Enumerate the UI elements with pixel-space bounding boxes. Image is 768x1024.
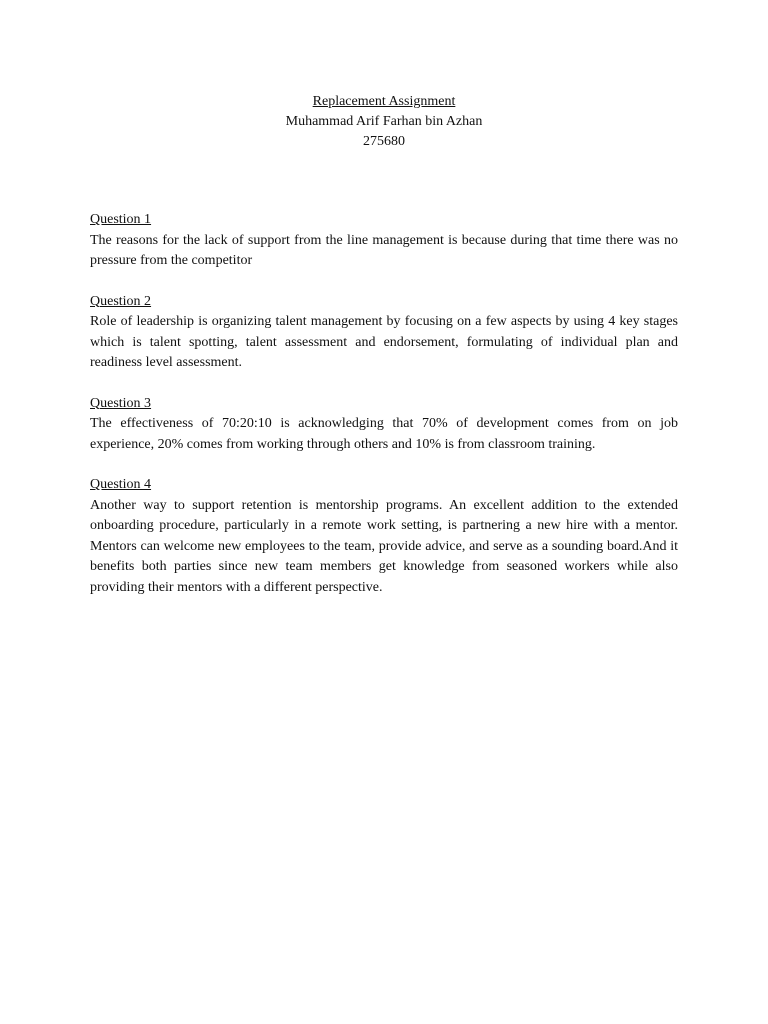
- question-section-4: [90, 475, 678, 598]
- document-header: [90, 92, 678, 152]
- answer-text: Role of leadership is organizing talent management by focusing on a few aspects by using 4 key stages which is talent spotting, talent assessment and endorsement, formulating of individual plan and readiness level assessment.: [90, 314, 678, 370]
- answer-text: The effectiveness of 70:20:10 is acknowledging that 70% of development comes from on job experience, 20% comes from working through others and 10% is from classroom training.: [90, 416, 678, 452]
- question-heading: Question 4: [90, 477, 152, 492]
- document-body: [90, 210, 678, 598]
- answer-text: Another way to support retention is mentorship programs. An excellent addition to the extended onboarding procedure, particularly in a remote work setting, is partnering a new hire with a mentor. Mentors can welcome new employees to the team, provide advice, and serve as a sounding board.And it benefits both parties since new team members get knowledge from seasoned workers while also providing their mentors with a different perspective.: [90, 497, 678, 595]
- question-section-3: [90, 394, 678, 456]
- question-heading: Question 2: [90, 293, 152, 309]
- author-name: Muhammad Arif Farhan bin Azhan: [285, 114, 483, 129]
- question-section-2: [90, 292, 678, 374]
- document-title: Replacement Assignment: [312, 94, 456, 109]
- question-section-1: [90, 210, 678, 272]
- answer-text: The reasons for the lack of support from the line management is because during that time there was no pressure from the competitor: [90, 232, 678, 268]
- question-heading: Question 1: [90, 212, 152, 227]
- question-heading: Question 3: [90, 395, 152, 411]
- student-id: 275680: [363, 134, 405, 149]
